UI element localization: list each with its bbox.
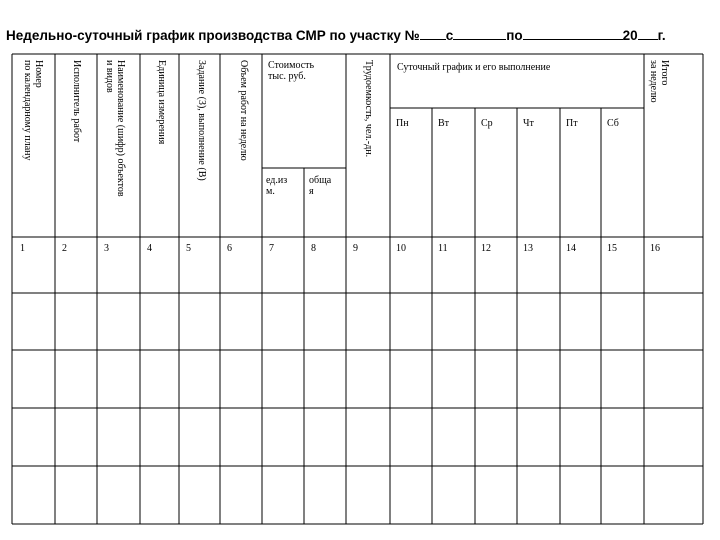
- column-number: 2: [62, 243, 67, 254]
- column-number: 14: [566, 243, 576, 254]
- column-number: 11: [438, 243, 448, 254]
- day-wednesday: Ср: [481, 118, 493, 129]
- day-friday: Пт: [566, 118, 578, 129]
- title-text: Недельно-суточный график производства СМР по участку №: [6, 28, 420, 43]
- day-saturday: Сб: [607, 118, 619, 129]
- day-tuesday: Вт: [438, 118, 450, 129]
- title-year-suffix: г.: [657, 28, 666, 43]
- column-number: 6: [227, 243, 232, 254]
- day-thursday: Чт: [523, 118, 534, 129]
- header-cost-total: обща я: [309, 175, 332, 197]
- header-weekly-volume: Объем работ на неделю: [238, 60, 249, 161]
- header-object-name: Наименование (шифр) объектов и видов: [104, 60, 126, 197]
- header-plan-number: Номер по календарному плану: [22, 60, 44, 161]
- column-number: 9: [353, 243, 358, 254]
- day-monday: Пн: [396, 118, 409, 129]
- header-daily-schedule: Суточный график и его выполнение: [397, 62, 551, 73]
- column-number: 5: [186, 243, 191, 254]
- column-number: 4: [147, 243, 152, 254]
- column-number: 7: [269, 243, 274, 254]
- title-year-prefix: 20: [622, 28, 638, 43]
- title-from-label: с: [445, 28, 454, 43]
- header-cost-unit: ед.из м.: [266, 175, 288, 197]
- header-cost: Стоимость тыс. руб.: [268, 60, 315, 82]
- column-number: 13: [523, 243, 533, 254]
- column-number: 1: [20, 243, 25, 254]
- header-executor: Исполнитель работ: [71, 60, 82, 143]
- column-number: 16: [650, 243, 660, 254]
- column-number: 3: [104, 243, 109, 254]
- header-labor: Трудоемкость, чел.-дн.: [363, 60, 374, 158]
- header-weekly-total: Итого за неделю: [648, 60, 670, 103]
- column-number: 8: [311, 243, 316, 254]
- column-number: 12: [481, 243, 491, 254]
- header-unit: Единица измерения: [156, 60, 167, 145]
- column-number: 15: [607, 243, 617, 254]
- title-to-label: по: [506, 28, 523, 43]
- header-task-completion: Задание (З), выполнение (В): [196, 60, 207, 181]
- column-number: 10: [396, 243, 406, 254]
